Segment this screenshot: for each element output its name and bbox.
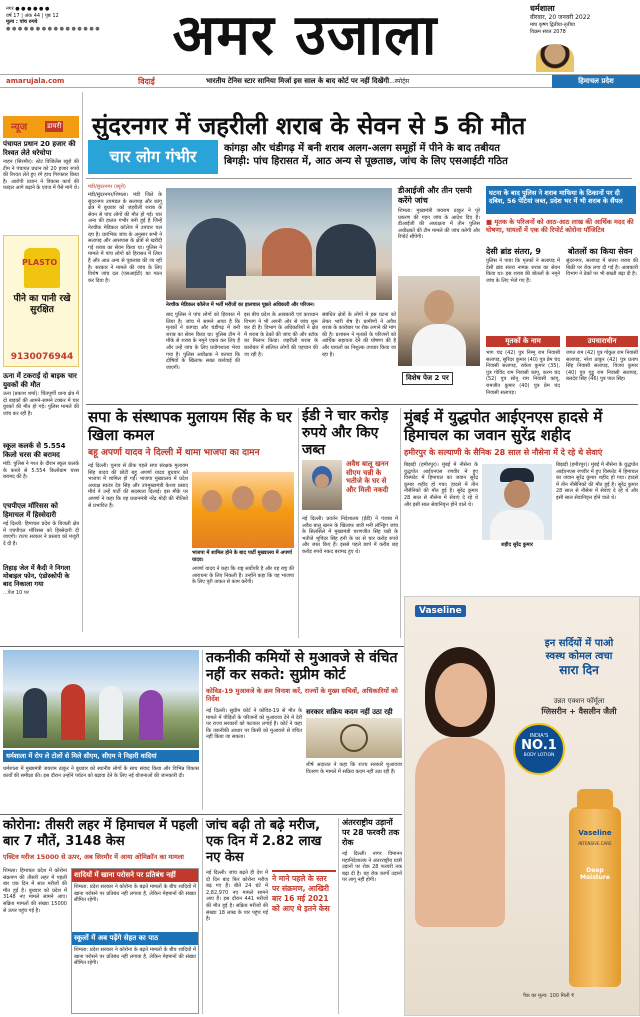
cm-rally-photo <box>3 650 199 748</box>
story-covid-himachal: कोरोना: तीसरी लहर में हिमाचल में पहली बार 7 मौतें, 3148 केस एक्टिव मरीज 15000 से ऊपर, अब सिरमौर में आया ओमिक्रॉन का मामला शिमला। हिमाचल प्रदेश में कोरोना संक्रमण की तीसरी लहर में पहली बार एक दिन में सात मरीजों की मौत हुई है। बुधवार को प्रदेश में 3148 नए मामले सामने आए। सक्रिय मामलों की संख्या 15000 से ऊपर पहुंच गई है। शादियों में खाना परोसने पर प्रतिबंध नहीं शिमला: प्रदेश सरकार ने कोरोना के बढ़ते मामलों के बीच शादियों में खाना परोसने पर प्रतिबंध नहीं लगाया है, लेकिन मेहमानों की संख्या सीमित रहेगी। स्कूलों में अब पढ़ेंगे सेहत का पाठ शिमला: प्रदेश सरकार ने कोरोना के बढ़ते मामलों के बीच शादियों में खाना परोसने पर प्रतिबंध नहीं लगाया है, लेकिन मेहमानों की संख्या सीमित रहेगी। <box>3 818 199 1016</box>
sidebar-story-bike: ऊना में टकराईं दो बाइक चार युवकों की मौत ऊना (प्रकाश शर्मा): चिंतपूर्णी थाना क्षेत्र में दो बाइकों की आमने-सामने टक्कर में चार युवकों की मौत हो गई। पुलिस मामले की जांच कर रही है। <box>3 372 79 417</box>
lead-body-1: मंडी/सुंदरनगर/शिमला। मंडी जिले के सुंदरनगर उपमंडल के सलापड़ और कांगू क्षेत्र में बुधवार को जहरीली शराब के सेवन से पांच लोगों की मौत हो गई। चार अन्य की हालत गंभीर बनी हुई है जिन्हें नेरचौक मेडिकल कॉलेज में उपचार चल रहा है। प्रारंभिक जांच के अनुसार सभी ने सलापड़ और आसपास के क्षेत्रों से खरीदी गई शराब का सेवन किया था। पुलिस ने मामले में पांच लोगों को हिरासत में लिया है और आठ अन्य से पूछताछ की जा रही है। सरकार ने मामले की जांच के लिए विशेष जांच दल (एसआईटी) का गठन कर दिया है। <box>88 192 162 284</box>
cm-rally-caption: धर्मशाला में रोप ले टोलों से मिले सीएम, सीएम ने निहारी वादियां <box>3 750 199 762</box>
sidebar-story-tihar: तिहाड़ जेल में कैदी ने निगला मोबाइल फोन, एंडोस्कोपी के बाद निकाला गया ...पेज 10 पर <box>3 564 71 596</box>
lead-headline: सुंदरनगर में जहरीली शराब के सेवन से 5 की मौत <box>92 112 526 140</box>
sidebar-story-bribe: पंचायत प्रधान 20 हजार की रिश्वत लेते धरेचोपा नाहन (सिरमौर): स्टेट विजिलेंस ब्यूरो की टीम ने पंचायत प्रधान को 20 हजार रुपये की रिश्वत लेते हुए रंगे हाथ गिरफ्तार किया है। आरोपी प्रधान ने विकास कार्य की फाइल आगे बढ़ाने के एवज में पैसे मांगे थे। <box>3 140 79 192</box>
cm-rally-body: धर्मशाला में मुख्यमंत्री जयराम ठाकुर ने बुधवार को स्थानीय लोगों के साथ संवाद किया और विभिन्न विकास कार्यों की समीक्षा की। इस दौरान उन्होंने पर्यटन को बढ़ावा देने के लिए नई योजनाओं की जानकारी दी। <box>3 766 199 779</box>
story-mulayam: सपा के संस्थापक मुलायम सिंह के घर खिला कमल बहू अपर्णा यादव ने दिल्ली में थामा भाजपा का दामन नई दिल्ली। चुनाव से ठीक पहले सपा संरक्षक मुलायम सिंह यादव की छोटी बहू अपर्णा यादव बुधवार को भाजपा में शामिल हो गईं। भाजपा मुख्यालय में प्रदेश अध्यक्ष स्वतंत्र देव सिंह और उपमुख्यमंत्री केशव प्रसाद मौर्य ने उन्हें पार्टी की सदस्यता दिलाई। इस मौके पर अपर्णा ने कहा कि वह प्रधानमंत्री नरेंद्र मोदी की नीतियों से प्रभावित हैं। भाजपा में शामिल होने के बाद पार्टी मुख्यालय में अपर्णा यादव। अपर्णा यादव ने कहा कि राष्ट्र सर्वोपरि है और वह राष्ट्र की आराधना के लिए निकली हैं। उन्होंने कहा कि वह भाजपा के लिए पूरी ताकत से काम करेंगी। <box>88 408 294 586</box>
soldier-photo <box>482 464 552 540</box>
injured-list: जगत राम (42) पुत्र गोकुल राम निवासी सलापड़, नरेश ठाकुर (42) पुत्र प्रताप सिंह निवासी सलापड़, विजय कुमार (40) पुत्र गुड्डू राम निवासी सलापड़, बलदेव सिंह (46) पुत्र पाल सिंह। <box>566 350 638 383</box>
dead-label: मृतकों के नाम <box>486 336 560 347</box>
vaseline-ad: Vaseline इन सर्दियों में पाओ स्वस्थ कोमल त्वचा सारा दिन उन्नत एक्शन फॉर्मूला ग्लिसरीन + वैसलीन जैली INDIA'S NO.1 BODY LOTION Vaseline INTENSIVE CARE Deep Moisture पैक का मूल्य: 100 मिली ₹ <box>404 596 640 1016</box>
lead-side-box: डीआईजी और तीन एसपी करेंगे जांच शिमला: मुख्यमंत्री जयराम ठाकुर ने पूरे प्रकरण की गहन जांच के आदेश दिए हैं। डीआईजी की अध्यक्षता में तीन पुलिस अधीक्षकों की टीम मामले की जांच करेगी और रिपोर्ट सौंपेगी। विशेष पेज 2 पर <box>398 186 480 394</box>
sidebar <box>3 92 79 632</box>
right-bullet: ■ मृतक के परिजनों को आठ-आठ लाख की आर्थिक मदद की घोषणा, घायलों में एक की रिपोर्ट कोरोना पॉजिटिव <box>486 218 634 234</box>
model-photo <box>405 627 515 927</box>
lead-byline: मंडी/सुंदरनगर (ब्यूरो) <box>88 184 126 190</box>
story-navy: मुंबई में युद्धपोत आईएनएस हादसे में हिमाचल का जवान सुरेंद्र शहीद हमीरपुर के सल्याणी के सैनिक 28 साल से नौसेना में दे रहे थे सेवाएं बिझड़ी (हमीरपुर)। मुंबई में नौसेना के युद्धपोत आईएनएस रणवीर में हुए विस्फोट में हिमाचल का जवान सुरेंद्र कुमार शहीद हो गया। हादसे में तीन नौसैनिकों की मौत हुई है। सुरेंद्र कुमार 28 साल से नौसेना में सेवाएं दे रहे थे और इसी साल सेवानिवृत्त होने वाले थे। शहीद सुरेंद्र कुमार बिझड़ी (हमीरपुर)। मुंबई में नौसेना के युद्धपोत आईएनएस रणवीर में हुए विस्फोट में हिमाचल का जवान सुरेंद्र कुमार शहीद हो गया। हादसे में तीन नौसैनिकों की मौत हुई है। सुरेंद्र कुमार 28 साल से नौसेना में सेवाएं दे रहे थे और इसी साल सेवानिवृत्त होने वाले थे। <box>404 408 638 548</box>
case-quote: ने माने पहले के स्तर पर संक्रमण, आखिरी बार 16 मई 2021 को आए थे इतने केस <box>272 870 336 914</box>
lead-body-4: संबंधित क्षेत्रों के लोगों में इस घटना को लेकर भारी रोष है। ग्रामीणों ने अवैध शराब के कारोबार पर रोक लगाने की मांग की है। प्रशासन ने मृतकों के परिजनों को आर्थिक सहायता देने की घोषणा की है और घायलों का निशुल्क उपचार किया जा रहा है। <box>322 312 396 358</box>
right-sub1-body: पुलिस ने पाया कि मृतकों ने सलापड़ में देसी ब्रांड संतरा नामक शराब का सेवन किया था। इस शराब की बोतलों के नमूने जांच के लिए भेजे गए हैं। <box>486 258 560 284</box>
lead-body-2: बाद पुलिस ने पांच लोगों को हिरासत में लिया है। जांच में सामने आया है कि मृतकों ने कांगड़ा और चंडीगढ़ में बनी शराब का सेवन किया था। पुलिस टीम ने मौके से शराब के नमूने एकत्र कर लिए हैं और उन्हें जांच के लिए प्रयोगशाला भेजा गया है। पुलिस अधीक्षक ने बताया कि दोषियों के खिलाफ सख्त कार्रवाई की जाएगी। <box>166 312 240 371</box>
lead-deck: कांगड़ा और चंडीगढ़ में बनी शराब अलग-अलग समूहों में पीने के बाद तबीयत बिगड़ी: पांच हिरासत में, आठ अन्य से पूछताछ, जांच के लिए एसआईटी गठित <box>224 143 508 167</box>
nav-headline[interactable]: भारतीय टेनिस स्टार सानिया मिर्जा इस साल के बाद कोर्ट पर नहीं दिखेंगी...स्पोर्ट्स <box>206 77 410 85</box>
lead-photo-caption: नेरचौक मेडिकल कॉलेज में भर्ती मरीजों का हालचाल पूछते अधिकारी और परिजन। <box>166 302 315 308</box>
nav-farewell: विदाई <box>138 77 155 86</box>
news-diary-ad: न्यूज डायरी <box>3 116 79 138</box>
bullet-icon: ■ <box>486 218 495 226</box>
no1-badge: INDIA'S NO.1 BODY LOTION <box>513 723 565 775</box>
nav-strip <box>0 74 640 88</box>
right-banner: घटना के बाद पुलिस ने शराब माफिया के ठिकानों पर दी दबिश, 56 पेटियां जब्त, प्रदेश भर में भी शराब के सैंपल <box>486 186 636 214</box>
lotion-bottle: Vaseline INTENSIVE CARE Deep Moisture <box>569 807 621 987</box>
injured-label: उपचाराधीन <box>566 336 638 347</box>
sidebar-story-charas: स्कूल कलर्क से 5.554 किलो चरस की बरामद मंडी: पुलिस ने गश्त के दौरान स्कूल कलर्क के कब्जे से 5.554 किलोग्राम चरस बरामद की है। <box>3 442 79 481</box>
right-sub1-title: देसी ब्रांड संतरा, 9 <box>486 247 541 256</box>
lead-body-3: इस बीच प्रदेश के आबकारी एवं कराधान विभाग ने भी अपनी ओर से जांच शुरू कर दी है। विभाग के अधिकारियों ने क्षेत्र में शराब के ठेकों की जांच की और स्टॉक का मिलान किया। जहरीली शराब के कारोबार में संलिप्त लोगों की पहचान की जा रही है। <box>244 312 318 358</box>
masthead-meta-right: धर्मशाला वीरवार, 20 जनवरी 2022 माघ कृष्ण द्वितीया-तृतीया विक्रम संवत 2078 <box>530 4 638 35</box>
masthead-meta-left: नगर ● ● ● ● ● ● वर्ष 17 | अंक 44 | पृष्ठ 12 मूल्य : पांच रुपये ● ● ● ● ● ● ● ● ● ● ● ● ● ● ● ● <box>6 6 100 32</box>
nav-section-himachal[interactable]: हिमाचल प्रदेश <box>552 75 640 88</box>
website-link[interactable]: amarujala.com <box>6 77 65 85</box>
right-sub2-body: सुंदरनगर, सलापड़ में संतरा शराब की बिक्री पर रोक लगा दी गई है। आबकारी विभाग ने ठेकों पर भी सख्ती बढ़ा दी है। <box>566 258 638 278</box>
dead-list: भाग चंद (42) पुत्र निम्मू राम निवासी सलापड़, सुरिंदर कुमार (40) पुत्र प्रेम चंद निवासी सलापड़, राकेश कुमार (35), पुत्र गोविंद राम निवासी कांगू, करम चंद (52) पुत्र सोनू राम निवासी कांगू, रामजीत कुमार (40) पुत्र प्रेम चंद निवासी सलापड़। <box>486 350 560 396</box>
aparna-photo <box>192 472 294 548</box>
masthead-portrait <box>536 44 574 72</box>
story-flights: अंतरराष्ट्रीय उड़ानों पर 28 फरवरी तक रोक नई दिल्ली। नागर विमानन महानिदेशालय ने अंतरराष्ट्रीय यात्री उड़ानों पर रोक 28 फरवरी तक बढ़ा दी है। यह रोक कार्गो उड़ानों पर लागू नहीं होगी। <box>342 818 402 884</box>
water-tank-icon <box>24 248 60 288</box>
lead-tag: चार लोग गंभीर <box>88 140 218 174</box>
see-page-link[interactable]: विशेष पेज 2 पर <box>402 372 453 385</box>
masthead <box>0 0 640 72</box>
wedding-box: शादियों में खाना परोसने पर प्रतिबंध नहीं शिमला: प्रदेश सरकार ने कोरोना के बढ़ते मामलों के बीच शादियों में खाना परोसने पर प्रतिबंध नहीं लगाया है, लेकिन मेहमानों की संख्या सीमित रहेगी। स्कूलों में अब पढ़ेंगे सेहत का पाठ शिमला: प्रदेश सरकार ने कोरोना के बढ़ते मामलों के बीच शादियों में खाना परोसने पर प्रतिबंध नहीं लगाया है, लेकिन मेहमानों की संख्या सीमित रहेगी। <box>71 868 199 1014</box>
plasto-phone[interactable]: 9130076944 <box>10 352 74 362</box>
vaseline-logo: Vaseline <box>415 605 466 617</box>
plasto-ad: PLASTO पीने का पानी रखे सुरक्षित 9130076944 <box>3 235 79 367</box>
court-photo <box>306 718 402 758</box>
cm-photo <box>398 276 480 366</box>
masthead-city: धर्मशाला <box>530 4 555 13</box>
lead-hospital-photo <box>166 188 392 300</box>
story-ed: ईडी ने चार करोड़ रुपये और किए जब्त अवैध बालू खनन सीएम चन्नी के भतीजे के घर से और मिली नकदी नई दिल्ली। प्रवर्तन निदेशालय (ईडी) ने पंजाब में अवैध बालू खनन के खिलाफ जारी मनी लॉन्ड्रिंग जांच के सिलसिले में मुख्यमंत्री चरणजीत सिंह चन्नी के भतीजे भूपिंदर सिंह हनी के घर से चार करोड़ रुपये और जब्त किए हैं। इससे पहले छापे में करीब छह करोड़ रुपये नकद बरामद हुए थे। <box>302 408 398 555</box>
right-sub2-title: बोतलों का किया सेवन <box>568 247 633 256</box>
masthead-title: अमर उजाला <box>172 2 438 68</box>
story-supreme-court: तकनीकी कमियों से मुआवजे से वंचित नहीं कर सकते: सुप्रीम कोर्ट कोविड-19 मुआवजे के क्रम विनाश करें, राज्यों के मुख्य सचिवों, अधिकारियों को निर्देश नई दिल्ली। सुप्रीम कोर्ट ने कोविड-19 से मौत के मामले में पीड़ितों के परिजनों को मुआवजा देने में देरी पर राज्य सरकारों को फटकार लगाई है। कोर्ट ने कहा कि तकनीकी आधार पर किसी को मुआवजे से वंचित नहीं किया जा सकता। सरकार सक्रिय कदम नहीं उठा रही शीर्ष अदालत ने कहा कि राज्य सरकारें मुआवजा वितरण के मामले में सक्रिय कदम नहीं उठा रही हैं। <box>206 650 402 775</box>
masthead-date: वीरवार, 20 जनवरी 2022 <box>530 14 591 21</box>
story-covid-national: जांच बढ़ी तो बढ़े मरीज, एक दिन में 2.82 लाख नए केस नई दिल्ली। जांच बढ़ते ही देश में दो दिन बाद फिर कोरोना मरीज बढ़ गए हैं। बीते 24 घंटे में 2,82,970 नए मामले सामने आए हैं। इस दौरान 441 मरीजों की मौत हुई है। सक्रिय मरीजों की संख्या 18 लाख के पार पहुंच गई है। ने माने पहले के स्तर पर संक्रमण, आखिरी बार 16 मई 2021 को आए थे इतने केस <box>206 818 336 1016</box>
sidebar-story-hpl: एचपीएल मॉरिसस को हिमाचल में हिस्सेदारी नई दिल्ली: हिमाचल प्रदेश के बिजली क्षेत्र में एचपीएल मॉरिसस को हिस्सेदारी दी जाएगी। राज्य सरकार ने प्रस्ताव को मंजूरी दे दी है। <box>3 502 79 547</box>
channi-photo <box>302 460 342 510</box>
